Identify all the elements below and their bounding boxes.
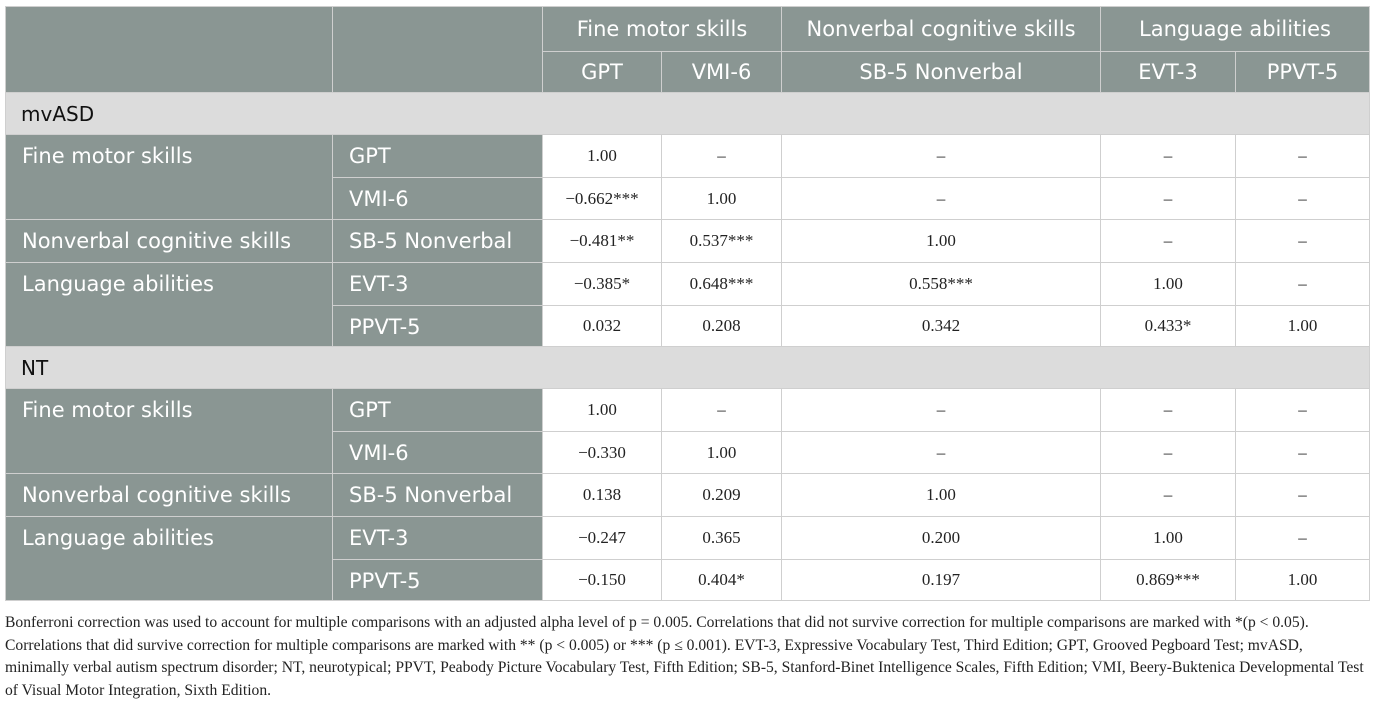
correlation-cell: – <box>1101 432 1236 474</box>
measure-label-text: PPVT-5 <box>349 569 421 593</box>
correlation-cell: – <box>662 135 782 178</box>
table-footnote: Bonferroni correction was used to account for multiple comparisons with an adjusted alpha level of p = 0.005. Correlations that did not survive correction for multiple comparisons are marked with *(p < 0.05). Correlations that did survive correction for multiple comparisons are marked with ** (p < 0.005) or *** (p ≤ 0.001). EVT-3, Expressive Vocabulary Test, Third Edition; GPT, Grooved Pegboard Test; mvASD, minimally verbal autism spectrum disorder; NT, neurotypical; PPVT, Peabody Picture Vocabulary Test, Fifth Edition; SB-5, Stanford-Binet Intelligence Scales, Fifth Edition; VMI, Beery-Buktenica Developmental Test of Visual Motor Integration, Sixth Edition. <box>5 614 1364 699</box>
header-col-sb5: SB-5 Nonverbal <box>782 52 1101 93</box>
correlation-cell: – <box>1101 220 1236 263</box>
correlation-cell: −0.385* <box>543 263 662 306</box>
domain-label-text: Fine motor skills <box>22 398 193 422</box>
correlation-cell: 1.00 <box>1101 517 1236 560</box>
section-row <box>6 93 1370 135</box>
measure-label <box>333 135 543 178</box>
measure-label <box>333 432 543 474</box>
correlation-cell: 0.342 <box>782 306 1101 347</box>
correlation-cell: – <box>1236 178 1370 220</box>
correlation-cell: 1.00 <box>782 220 1101 263</box>
correlation-cell: −0.330 <box>543 432 662 474</box>
correlation-cell: 0.648*** <box>662 263 782 306</box>
measure-label-text: GPT <box>349 398 391 422</box>
correlation-cell: – <box>1236 474 1370 517</box>
table-row <box>6 263 1370 306</box>
domain-label-text: Fine motor skills <box>22 144 193 168</box>
header-blank-2 <box>333 7 543 93</box>
measure-label-text: VMI-6 <box>349 187 409 211</box>
correlation-cell: 1.00 <box>1101 263 1236 306</box>
correlation-cell: 1.00 <box>782 474 1101 517</box>
correlation-cell: – <box>1236 517 1370 560</box>
header-blank-1 <box>6 7 333 93</box>
correlation-cell: 0.138 <box>543 474 662 517</box>
domain-label-text: Nonverbal cognitive skills <box>22 229 292 253</box>
correlation-cell: 0.200 <box>782 517 1101 560</box>
header-group-row <box>6 7 1370 52</box>
correlation-cell: – <box>1236 135 1370 178</box>
table-row <box>6 220 1370 263</box>
correlation-cell: – <box>1236 220 1370 263</box>
correlation-cell: 1.00 <box>662 432 782 474</box>
measure-label <box>333 178 543 220</box>
measure-label <box>333 517 543 560</box>
measure-label-text: EVT-3 <box>349 526 409 550</box>
domain-label <box>6 135 333 220</box>
measure-label <box>333 306 543 347</box>
header-group-language: Language abilities <box>1101 7 1370 52</box>
domain-label <box>6 263 333 347</box>
measure-label <box>333 560 543 601</box>
measure-label <box>333 220 543 263</box>
correlation-cell: 0.433* <box>1101 306 1236 347</box>
correlation-table-container <box>5 6 1369 601</box>
correlation-cell: – <box>1236 389 1370 432</box>
correlation-cell: −0.662*** <box>543 178 662 220</box>
correlation-cell: −0.247 <box>543 517 662 560</box>
correlation-cell: 0.537*** <box>662 220 782 263</box>
correlation-cell: – <box>782 178 1101 220</box>
header-col-ppvt5: PPVT-5 <box>1236 52 1370 93</box>
section-label: mvASD <box>6 93 1370 135</box>
correlation-cell: – <box>662 389 782 432</box>
measure-label-text: SB-5 Nonverbal <box>349 483 513 507</box>
header-col-vmi6: VMI-6 <box>662 52 782 93</box>
correlation-cell: 0.365 <box>662 517 782 560</box>
correlation-cell: – <box>1101 389 1236 432</box>
measure-label-text: VMI-6 <box>349 441 409 465</box>
measure-label <box>333 263 543 306</box>
domain-label-text: Language abilities <box>22 272 214 296</box>
correlation-cell: – <box>782 432 1101 474</box>
header-col-evt3: EVT-3 <box>1101 52 1236 93</box>
correlation-cell: 0.869*** <box>1101 560 1236 601</box>
correlation-cell: – <box>1236 263 1370 306</box>
correlation-cell: – <box>782 135 1101 178</box>
correlation-cell: 0.197 <box>782 560 1101 601</box>
measure-label-text: PPVT-5 <box>349 315 421 339</box>
correlation-cell: – <box>1101 474 1236 517</box>
measure-label-text: GPT <box>349 144 391 168</box>
measure-label-text: SB-5 Nonverbal <box>349 229 513 253</box>
correlation-cell: 1.00 <box>662 178 782 220</box>
section-label: NT <box>6 347 1370 389</box>
correlation-cell: – <box>782 389 1101 432</box>
header-group-nonverbal: Nonverbal cognitive skills <box>782 7 1101 52</box>
domain-label <box>6 517 333 601</box>
measure-label <box>333 389 543 432</box>
table-row <box>6 517 1370 560</box>
domain-label <box>6 389 333 474</box>
domain-label-text: Language abilities <box>22 526 214 550</box>
table-row <box>6 389 1370 432</box>
correlation-cell: 0.404* <box>662 560 782 601</box>
correlation-cell: – <box>1101 135 1236 178</box>
domain-label-text: Nonverbal cognitive skills <box>22 483 292 507</box>
header-group-fine-motor: Fine motor skills <box>543 7 782 52</box>
correlation-cell: 0.032 <box>543 306 662 347</box>
header-col-gpt: GPT <box>543 52 662 93</box>
correlation-cell: 0.558*** <box>782 263 1101 306</box>
correlation-cell: 0.208 <box>662 306 782 347</box>
measure-label-text: EVT-3 <box>349 272 409 296</box>
correlation-cell: – <box>1236 432 1370 474</box>
correlation-cell: 1.00 <box>1236 560 1370 601</box>
table-body <box>6 93 1370 601</box>
section-row <box>6 347 1370 389</box>
table-row <box>6 135 1370 178</box>
domain-label <box>6 220 333 263</box>
table-row <box>6 474 1370 517</box>
correlation-cell: – <box>1101 178 1236 220</box>
measure-label <box>333 474 543 517</box>
correlation-table <box>5 6 1370 601</box>
correlation-cell: −0.481** <box>543 220 662 263</box>
correlation-cell: 1.00 <box>543 389 662 432</box>
correlation-cell: −0.150 <box>543 560 662 601</box>
correlation-cell: 1.00 <box>1236 306 1370 347</box>
correlation-cell: 1.00 <box>543 135 662 178</box>
domain-label <box>6 474 333 517</box>
correlation-cell: 0.209 <box>662 474 782 517</box>
